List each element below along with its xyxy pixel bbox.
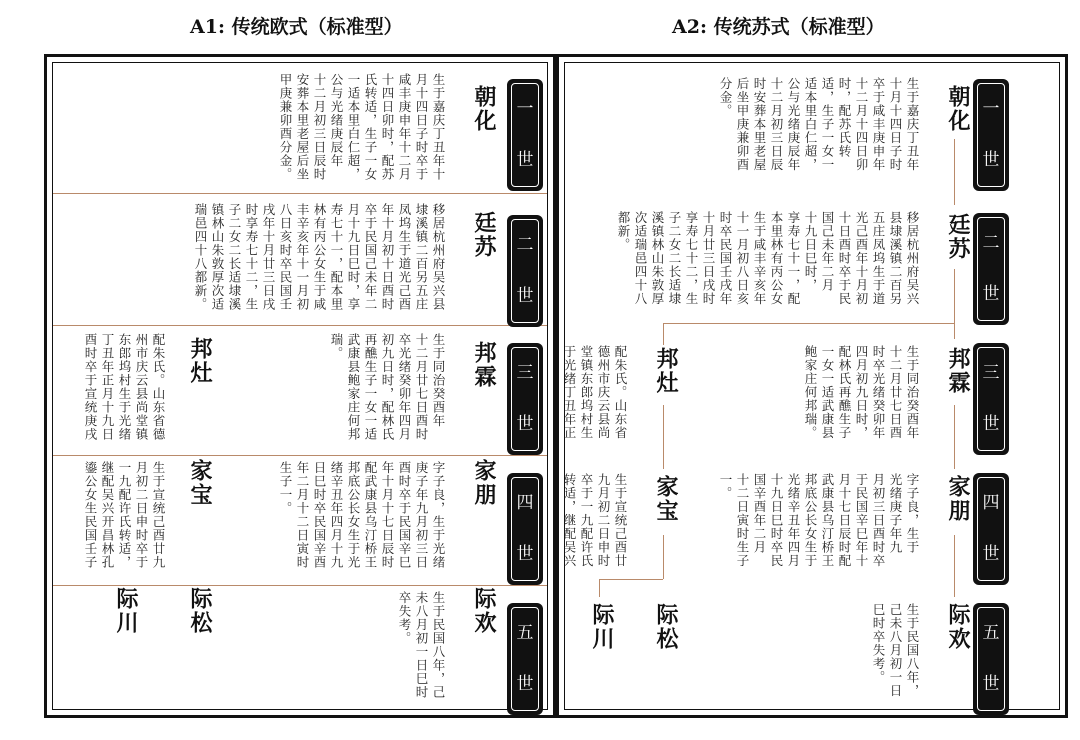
- a2-bio-tingsu: 移居杭州府吴兴 县埭溪镇二百另 五庄凤坞生于道 光己酉年十月初 十日酉时卒于民 国己未年二月 十九日巳时， 享寿七十一，配 本里林有丙公女 生于咸丰辛亥年 十一月初八日亥 时卒民国壬戌年 十月廿三日戌时 享寿七十二，生 子二女二长适埭 溪镇林山朱敦厚 次适瑞邑四十八 都新。: [616, 211, 920, 306]
- a2-lineage-line: [954, 405, 955, 469]
- a2-panel: [556, 54, 1068, 718]
- a1-bio-banglin: 生于同治癸酉年 十二月廿七日酉时 卒光绪癸卯年四月 初九日时，配林氏 再醮生子一女一适 武康县鲍家庄何邦 瑞。: [329, 333, 446, 441]
- a2-lineage-line: [954, 535, 955, 597]
- generation-number: 二: [516, 235, 534, 255]
- a2-bio-jihuan: 生于民国八年， 己未八月初一日 巳时卒失考。: [871, 603, 920, 698]
- a1-generation-badge: [507, 79, 543, 191]
- generation-label: 世: [982, 544, 1000, 564]
- a1-name-bangzao: 邦灶: [187, 337, 213, 385]
- generation-label: 世: [516, 150, 534, 170]
- generation-label: 世: [516, 674, 534, 694]
- generation-number: 一: [516, 99, 534, 119]
- a1-bio-jiabao: 生于宣统己酉廿九 月初二日申时卒于 一九配许氏转适， 继配吴兴开昌林孔 鎏公女生民国壬子: [83, 461, 166, 569]
- a2-name-jiabao: 家宝: [653, 475, 679, 523]
- a2-name-jisong: 际松: [653, 603, 679, 651]
- a1-bio-jiapeng: 字子良，生于光绪 庚子年九月初三日 酉时卒于民国辛巳 年十月十七日辰时 配武康县乌汀桥王 邦底公长女生于光 绪辛丑年四月十九 日巳时卒民国辛酉 年二月十二日寅时 生子一。: [278, 461, 446, 569]
- a1-generation-badge: [507, 215, 543, 327]
- a2-name-bangzao: 邦灶: [653, 347, 679, 395]
- generation-number: 二: [982, 233, 1000, 253]
- a1-bio-bangzao: 配朱氏。山东省德 州市庆云县尚堂镇 东郎坞村生于光绪 丁丑年正月十九日 酉时卒于宣统庚戌: [83, 333, 166, 441]
- a1-name-jiapeng: 家朋: [471, 459, 497, 507]
- generation-number: 五: [516, 623, 534, 643]
- a1-title: A1: 传统欧式（标准型）: [190, 16, 403, 38]
- generation-label: 世: [516, 286, 534, 306]
- a1-generation-badge: [507, 343, 543, 455]
- a1-divider: [53, 585, 547, 586]
- a1-name-jichuan: 际川: [113, 587, 139, 635]
- a2-bio-bangzao: 配朱氏。山东省 德州市庆云县尚 堂镇东郎坞村生 于光绪丁丑年正: [562, 345, 628, 440]
- a2-bio-jiapeng: 字子良，生于 光绪庚子年九 月初三日酉时卒 于民国辛巳年十 月十七日辰时配 武康县乌汀桥王 邦底公长女生于 光绪辛丑年四月 十九日巳时卒民 国辛酉年二月 十二日寅时生子 一。: [718, 473, 920, 568]
- a2-generation-badge: [973, 603, 1009, 715]
- generation-label: 世: [982, 674, 1000, 694]
- generation-number: 三: [516, 363, 534, 383]
- a2-generation-badge: [973, 343, 1009, 455]
- a2-bio-chaohua: 生于嘉庆丁丑年 十月十四日子时 卒于咸丰庚申年 十二月十四日卯 时，配苏氏转 适，生子一女一 适本里白仁超， 公与光绪庚辰年 十二月初三日辰 时安葬本里老屋 后坐甲庚兼卯酉 分金。: [718, 77, 920, 172]
- generation-label: 世: [982, 414, 1000, 434]
- a2-bio-banglin: 生于同治癸酉年 十二月廿七日酉 时卒光绪癸卯年 四月初九日时， 配林氏再醮生子 一女一适武康县 鲍家庄何邦瑞。: [803, 345, 920, 440]
- a1-divider: [53, 455, 547, 456]
- generation-label: 世: [982, 150, 1000, 170]
- generation-number: 四: [982, 493, 1000, 513]
- a1-divider: [53, 325, 547, 326]
- a2-name-jiapeng: 家朋: [945, 475, 971, 523]
- a2-lineage-line: [663, 405, 664, 469]
- a1-generation-badge: [507, 603, 543, 715]
- a1-bio-chaohua: 生于嘉庆丁丑年十 月十四日子时卒于 咸丰庚申年十二月 十四日卯时，配苏 氏转适，生子一女 一适本里白仁超， 公与光绪庚辰年 十二月初三日辰时 安葬本里老屋后坐 甲庚兼卯酉分金。: [278, 73, 446, 181]
- a2-name-jichuan: 际川: [589, 603, 615, 651]
- a2-title: A2: 传统苏式（标准型）: [672, 16, 885, 38]
- a1-divider: [53, 193, 547, 194]
- generation-number: 四: [516, 493, 534, 513]
- a1-name-jihuan: 际欢: [471, 587, 497, 635]
- a2-lineage-line: [954, 139, 955, 205]
- generation-label: 世: [982, 284, 1000, 304]
- a1-name-banglin: 邦霖: [471, 341, 497, 389]
- a1-panel: [44, 54, 556, 718]
- a1-name-chaohua: 朝化: [471, 85, 497, 133]
- a2-name-banglin: 邦霖: [945, 347, 971, 395]
- generation-number: 五: [982, 623, 1000, 643]
- a2-generation-badge: [973, 79, 1009, 191]
- generation-number: 三: [982, 363, 1000, 383]
- a2-name-chaohua: 朝化: [945, 85, 971, 133]
- a1-name-tingsu: 廷苏: [471, 211, 497, 259]
- a2-name-jihuan: 际欢: [945, 603, 971, 651]
- a2-generation-badge: [973, 213, 1009, 325]
- generation-label: 世: [516, 414, 534, 434]
- a2-bio-jiabao: 生于宣统己酉廿 九月初二日申时 卒于一九配许氏 转适，继配吴兴: [562, 473, 628, 568]
- a1-name-jiabao: 家宝: [187, 459, 213, 507]
- a2-name-tingsu: 廷苏: [945, 213, 971, 261]
- generation-label: 世: [516, 544, 534, 564]
- a1-name-jisong: 际松: [187, 587, 213, 635]
- generation-number: 一: [982, 99, 1000, 119]
- a1-bio-tingsu: 移居杭州府吴兴县 埭溪镇二百另五庄 凤坞生于道光己酉 年十月初十日酉时 卒于民国己未年二 月十九日巳时，享 寿七十一，配本里 林有丙公女生于咸 丰辛亥年十一月初 八日亥时卒民国壬 戌年十月廿三日戌 时享寿七十二，生 子二女二长适埭溪 镇林山朱敦厚次适 瑞邑四十八都新。: [193, 203, 446, 311]
- a2-generation-badge: [973, 473, 1009, 585]
- a2-lineage-line: [954, 269, 955, 339]
- a1-bio-jihuan: 生于民国八年，己 未八月初一日巳时 卒失考。: [397, 591, 446, 699]
- a2-lineage-line: [663, 535, 664, 579]
- a1-generation-badge: [507, 473, 543, 585]
